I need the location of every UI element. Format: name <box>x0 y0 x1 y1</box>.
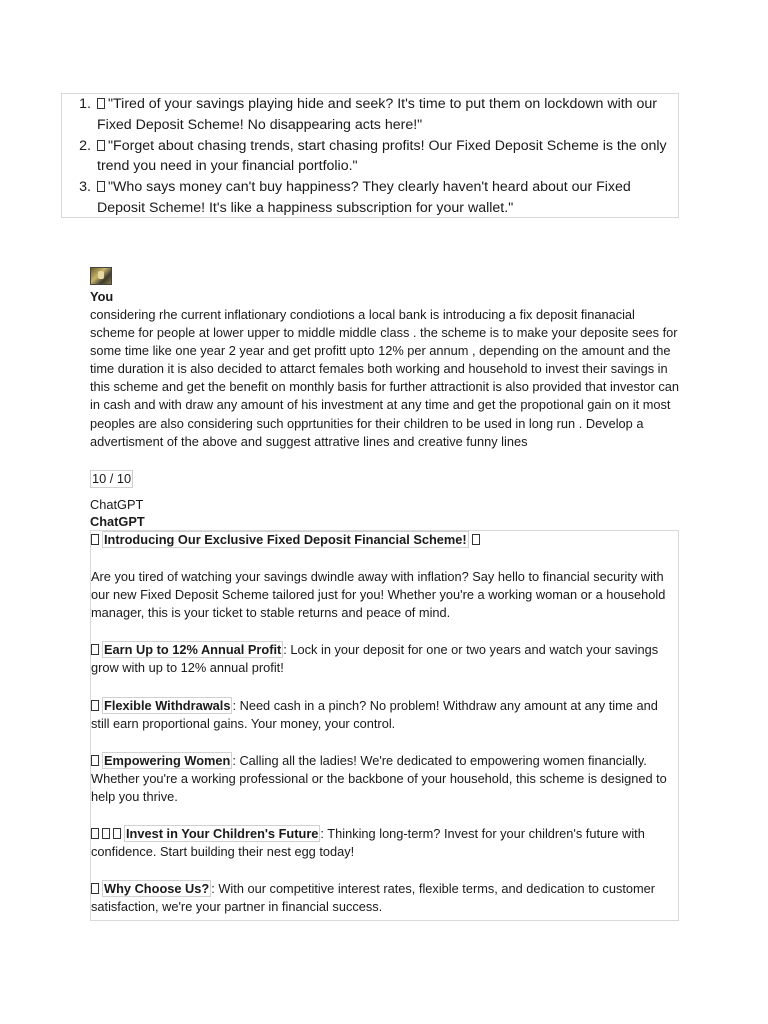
emoji-placeholder-icon <box>91 755 99 766</box>
section-text: : Thinking long-term? Invest for your children's future with confidence. Start building their nest egg today! <box>91 826 645 860</box>
section-paragraph <box>91 641 678 677</box>
assistant-label-bold: ChatGPT <box>90 514 145 529</box>
list-number: 1. <box>79 96 91 112</box>
list-item <box>62 94 678 136</box>
emoji-placeholder-icon <box>97 140 105 151</box>
section-paragraph <box>91 752 678 806</box>
emoji-placeholder-icon <box>91 644 99 655</box>
section-text: : Calling all the ladies! We're dedicated to empowering women financially. Whether you're a working professional or the backbone of your household, this scheme is designed to help you thrive. <box>91 752 667 804</box>
user-label: You <box>90 289 114 304</box>
response-counter[interactable]: 10 / 10 <box>92 471 132 486</box>
emoji-placeholder-icon <box>91 828 99 839</box>
list-item-text: "Forget about chasing trends, start chasing profits! Our Fixed Deposit Scheme is the only trend you need in your financial portfolio." <box>97 137 667 175</box>
user-avatar <box>90 267 112 285</box>
section-title: Invest in Your Children's Future <box>126 826 319 842</box>
emoji-placeholder-icon <box>102 828 110 839</box>
section-paragraph <box>91 697 678 733</box>
section-text: : With our competitive interest rates, flexible terms, and dedication to customer satisfaction, we're your partner in financial success. <box>91 881 656 915</box>
section-text: : Lock in your deposit for one or two years and watch your savings grow with up to 12% annual profit! <box>91 642 659 676</box>
assistant-label: ChatGPT <box>90 497 144 512</box>
list-item-text: "Who says money can't buy happiness? They clearly haven't heard about our Fixed Deposit Scheme! It's like a happiness subscription for your wallet." <box>97 179 631 216</box>
emoji-placeholder-icon <box>97 98 105 109</box>
user-message: considering rhe current inflationary condiotions a local bank is introducing a fix deposit finanacial scheme for people at lower upper to middle middle class . the scheme is to make your deposite sees for some time like one year 2 year and get profitt upto 12% per annum , depending on the amount and the time duration it is also decided to attarct females both working and household to invest their savings in this scheme and get the benefit on monthly basis for further attractionit is also provided that investor can in cash and with draw any amount of his investment at any time and get the propotional gain on it most peoples are also considering such opprtunities for their children to be used in long run . Develop a advertisment of the above and suggest attrative lines and creative funny lines <box>90 307 679 449</box>
section-paragraph <box>91 825 678 861</box>
section-title: Empowering Women <box>104 752 231 768</box>
section-title: Why Choose Us? <box>104 881 210 897</box>
section-paragraph <box>91 880 678 916</box>
list-number: 2. <box>79 137 91 154</box>
heading-text: Introducing Our Exclusive Fixed Deposit Financial Scheme! <box>104 532 467 547</box>
emoji-placeholder-icon <box>472 534 480 545</box>
emoji-placeholder-icon <box>97 181 105 192</box>
emoji-placeholder-icon <box>91 883 99 894</box>
emoji-placeholder-icon <box>91 534 99 545</box>
emoji-placeholder-icon <box>113 828 121 839</box>
list-item <box>62 177 678 219</box>
emoji-placeholder-icon <box>91 700 99 711</box>
slogan-list-box <box>61 93 679 218</box>
list-item-text: "Tired of your savings playing hide and seek? It's time to put them on lockdown with our Fixed Deposit Scheme! No disappearing acts here!" <box>97 96 657 133</box>
list-number: 3. <box>79 179 91 196</box>
response-heading <box>91 531 678 549</box>
section-title: Flexible Withdrawals <box>104 697 231 713</box>
assistant-response <box>90 530 679 921</box>
slogan-list <box>62 94 678 219</box>
section-text: : Need cash in a pinch? No problem! Withdraw any amount at any time and still earn proportional gains. Your money, your control. <box>91 697 658 731</box>
section-title: Earn Up to 12% Annual Profit <box>104 642 282 658</box>
list-item <box>62 136 678 178</box>
response-intro: Are you tired of watching your savings dwindle away with inflation? Say hello to financial security with our new Fixed Deposit Scheme tailored just for you! Whether you're a working woman or a household manager, this is your ticket to stable returns and peace of mind. <box>91 569 666 621</box>
